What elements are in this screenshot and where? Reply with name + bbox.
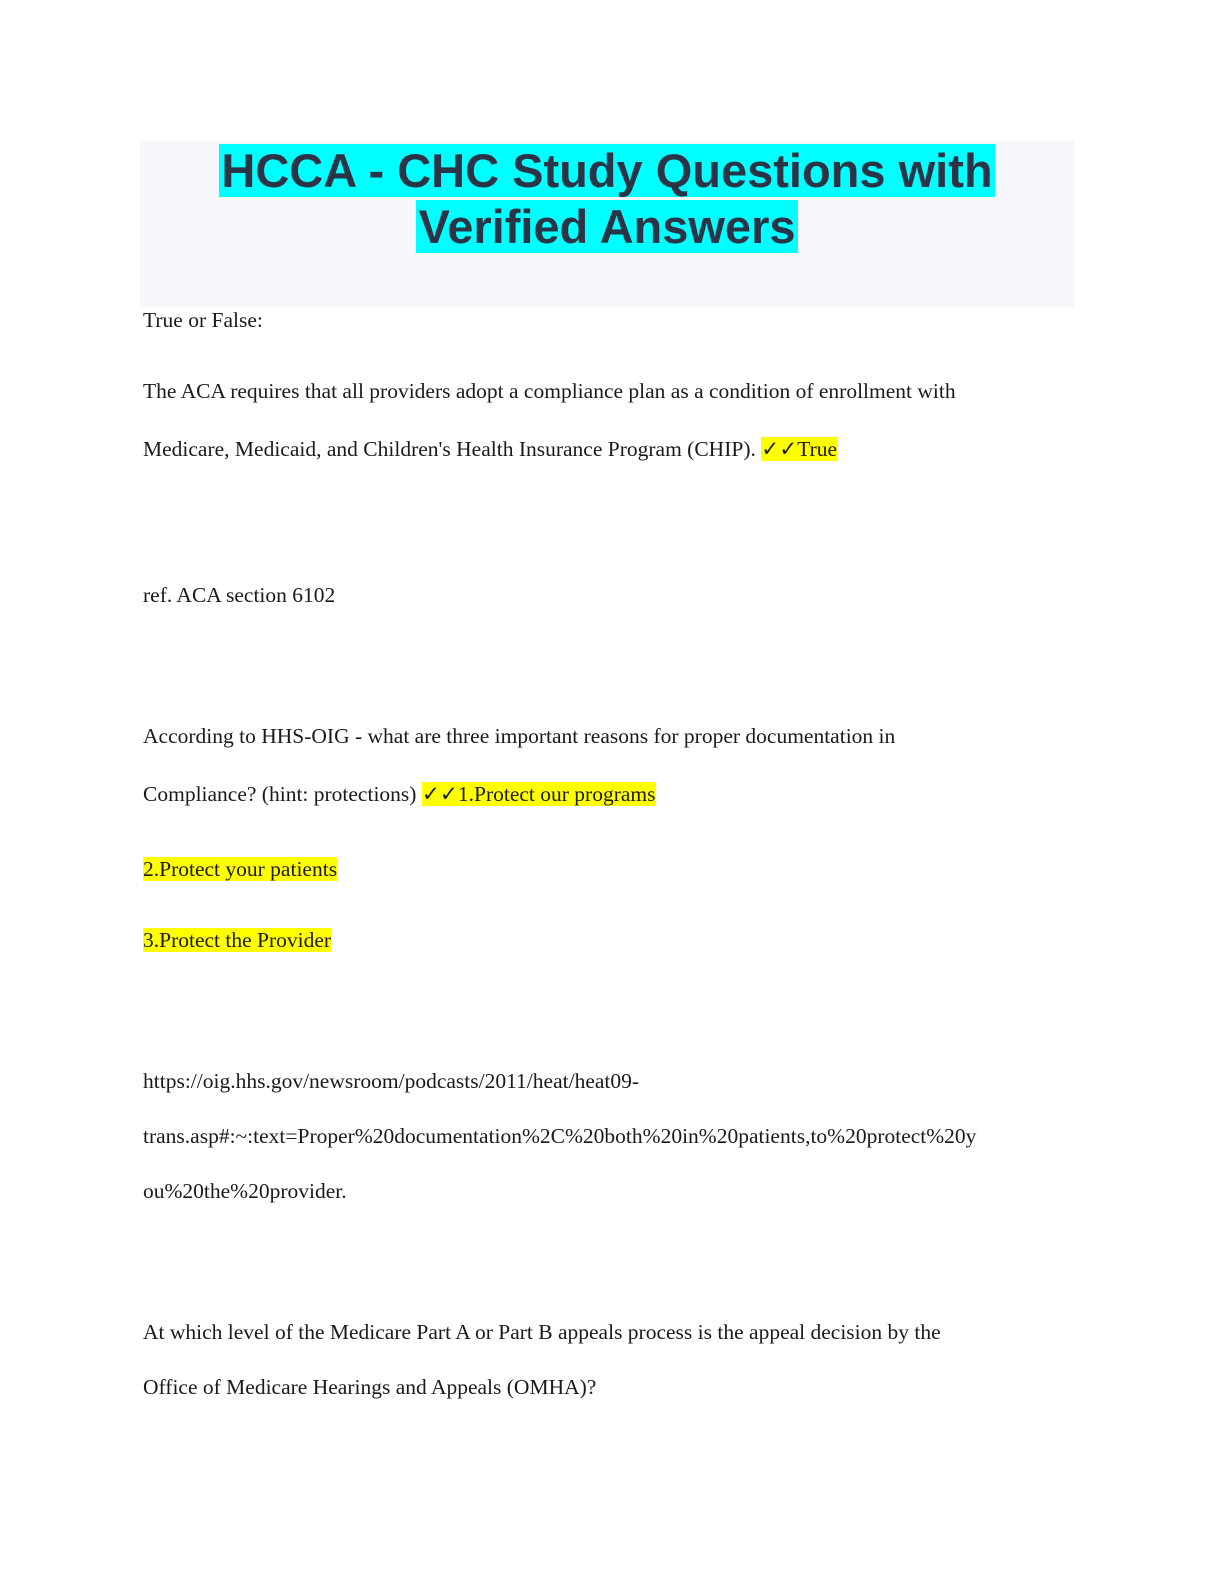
- title-line-1: [140, 143, 1074, 199]
- q1-question-line-1: The ACA requires that all providers adopt a compliance plan as a condition of enrollment with: [143, 379, 956, 403]
- q2-answer-1: ✓✓1.Protect our programs: [421, 782, 656, 806]
- title-line-2: [140, 199, 1074, 255]
- q1-question-line-2: [143, 435, 837, 463]
- q1-question-text: Medicare, Medicaid, and Children's Health Insurance Program (CHIP).: [143, 437, 756, 461]
- q1-answer: ✓✓True: [761, 437, 838, 461]
- q2-question-line-2: [143, 780, 656, 808]
- q2-question-line-1: According to HHS-OIG - what are three important reasons for proper documentation in: [143, 724, 896, 748]
- q2-answer-line-2: [143, 855, 337, 883]
- q2-question-text: Compliance? (hint: protections): [143, 782, 417, 806]
- q2-url-line-3: ou%20the%20provider.: [143, 1179, 347, 1203]
- q2-answer-line-3: [143, 926, 331, 954]
- q2-url-line-2: trans.asp#:~:text=Proper%20documentation%2C%20both%20in%20patients,to%20protect%20y: [143, 1124, 977, 1148]
- q2-answer-3: 3.Protect the Provider: [143, 928, 332, 952]
- q3-question-line-2: Office of Medicare Hearings and Appeals (OMHA)?: [143, 1375, 597, 1399]
- title-text-2: Verified Answers: [418, 200, 796, 253]
- title-block: [140, 141, 1074, 307]
- title-text-1: HCCA - CHC Study Questions with: [221, 144, 993, 197]
- q2-url-line-1: https://oig.hhs.gov/newsroom/podcasts/2011/heat/heat09-: [143, 1069, 640, 1093]
- q3-question-line-1: At which level of the Medicare Part A or Part B appeals process is the appeal decision by the: [143, 1320, 941, 1344]
- q1-intro: True or False:: [143, 308, 263, 332]
- q1-reference: ref. ACA section 6102: [143, 583, 336, 607]
- q2-answer-2: 2.Protect your patients: [143, 857, 338, 881]
